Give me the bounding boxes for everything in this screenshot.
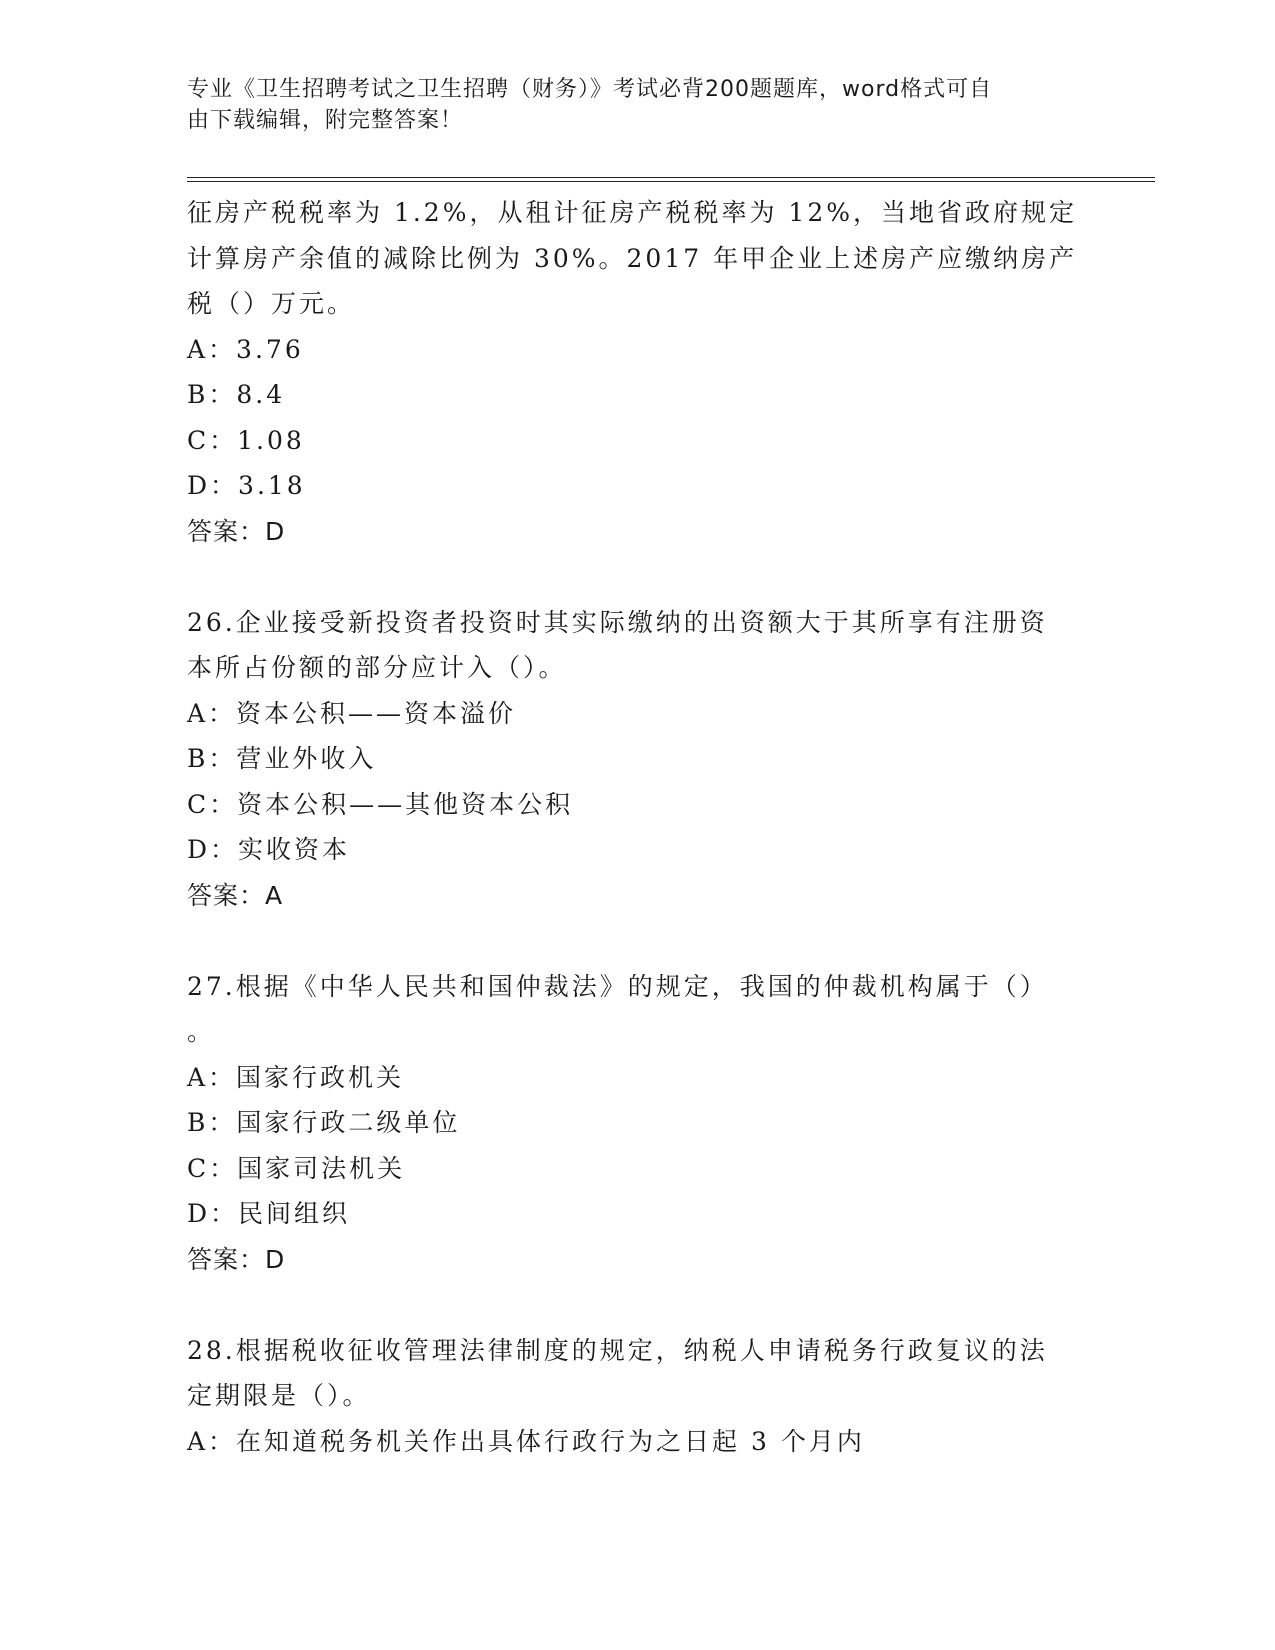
question-block-26 bbox=[187, 600, 1087, 919]
option-c: C：1.08 bbox=[187, 425, 305, 455]
spacer bbox=[187, 554, 1087, 600]
question-stem-line: 征房产税税率为 1.2%，从租计征房产税税率为 12%，当地省政府规定 bbox=[187, 198, 1077, 227]
question-stem-line: 。 bbox=[187, 1017, 216, 1046]
option-d: D：民间组织 bbox=[187, 1199, 351, 1228]
question-block-27 bbox=[187, 964, 1087, 1283]
header-line-1: 专业《卫生招聘考试之卫生招聘（财务）》考试必背200题题库，word格式可自 bbox=[187, 77, 993, 102]
header-double-rule bbox=[187, 177, 1155, 182]
question-stem-line: 26.企业接受新投资者投资时其实际缴纳的出资额大于其所享有注册资 bbox=[187, 607, 1048, 637]
option-b: B：8.4 bbox=[187, 380, 286, 409]
option-a: A：资本公积——资本溢价 bbox=[187, 698, 517, 728]
option-d: D：实收资本 bbox=[187, 835, 351, 864]
option-b: B：国家行政二级单位 bbox=[187, 1108, 461, 1137]
question-block-continued bbox=[187, 190, 1087, 554]
answer-line: 答案：D bbox=[187, 1244, 286, 1274]
question-stem-line: 定期限是（）。 bbox=[187, 1381, 371, 1410]
question-stem-line: 28.根据税收征收管理法律制度的规定，纳税人申请税务行政复议的法 bbox=[187, 1335, 1048, 1365]
question-stem-line: 计算房产余值的减除比例为 30%。2017 年甲企业上述房产应缴纳房产 bbox=[187, 243, 1078, 273]
spacer bbox=[187, 1282, 1087, 1328]
header-line-2: 由下载编辑，附完整答案！ bbox=[187, 108, 464, 133]
question-block-28 bbox=[187, 1328, 1087, 1465]
answer-line: 答案：D bbox=[187, 516, 286, 546]
option-a: A：国家行政机关 bbox=[187, 1062, 405, 1092]
option-a: A：在知道税务机关作出具体行政行为之日起 3 个月内 bbox=[187, 1426, 865, 1456]
answer-line: 答案：A bbox=[187, 880, 284, 910]
option-b: B：营业外收入 bbox=[187, 744, 377, 773]
question-stem-line: 本所占份额的部分应计入（）。 bbox=[187, 653, 567, 682]
option-c: C：国家司法机关 bbox=[187, 1153, 406, 1183]
option-a: A：3.76 bbox=[187, 334, 304, 364]
document-body bbox=[187, 190, 1087, 1464]
spacer bbox=[187, 918, 1087, 964]
page-header bbox=[187, 74, 1087, 136]
question-stem-line: 27.根据《中华人民共和国仲裁法》的规定，我国的仲裁机构属于（） bbox=[187, 971, 1048, 1001]
option-c: C：资本公积——其他资本公积 bbox=[187, 789, 574, 819]
question-stem-line: 税（）万元。 bbox=[187, 289, 356, 318]
option-d: D：3.18 bbox=[187, 471, 306, 500]
